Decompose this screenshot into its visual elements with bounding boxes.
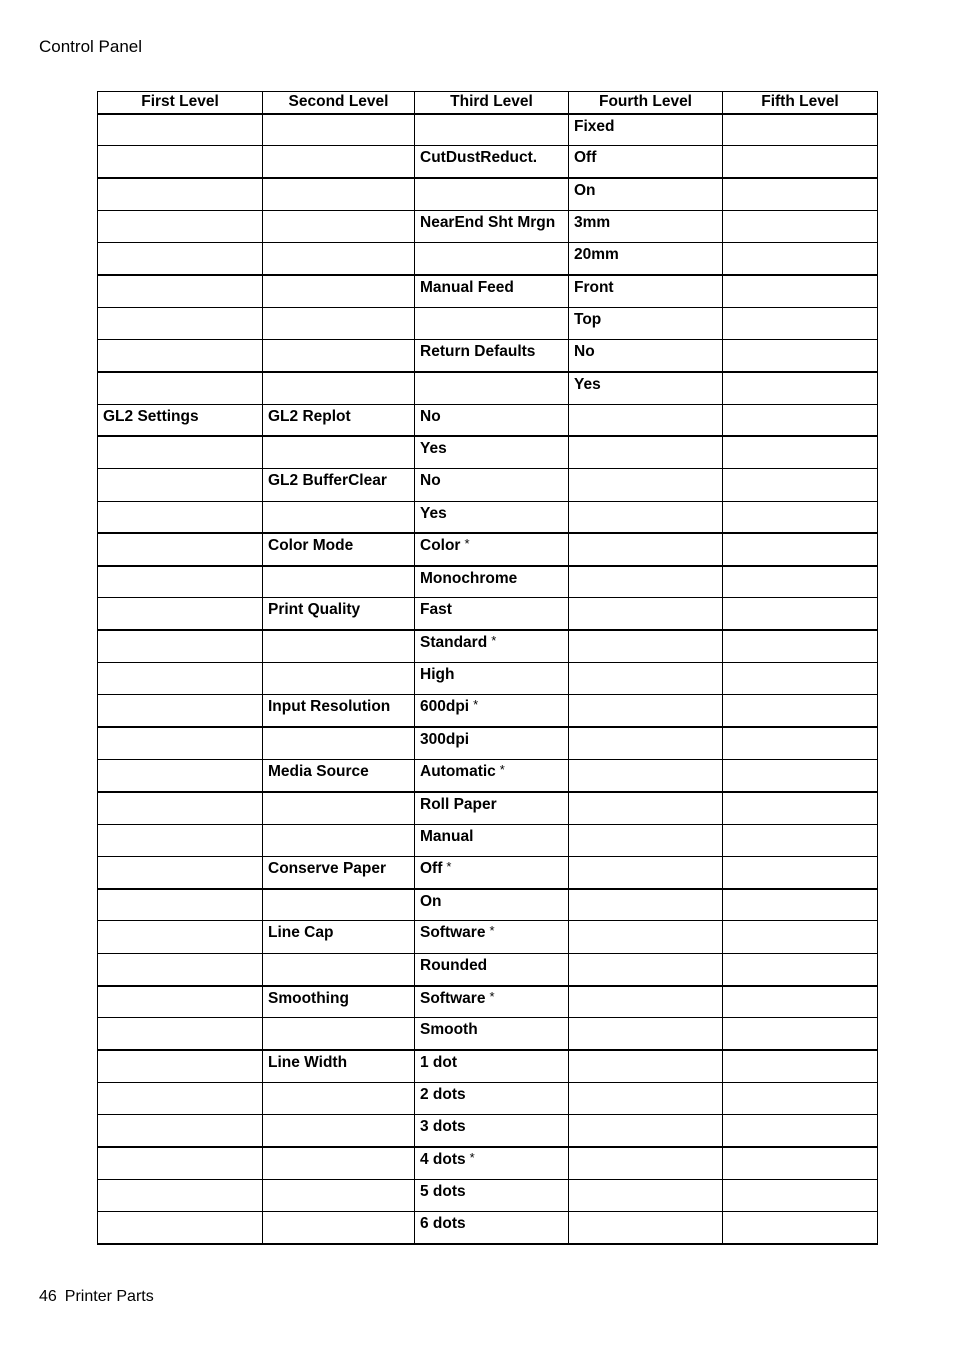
- fourth-level-cell: On: [569, 178, 723, 210]
- first-level-cell: [98, 824, 263, 856]
- fourth-level-cell: [569, 921, 723, 953]
- first-level-cell: [98, 663, 263, 695]
- fourth-level-cell: [569, 469, 723, 501]
- column-header-second-level: Second Level: [263, 92, 415, 114]
- fifth-level-cell: [723, 663, 878, 695]
- second-level-cell: [263, 663, 415, 695]
- fifth-level-cell: [723, 1115, 878, 1147]
- default-marker: *: [464, 536, 470, 552]
- second-level-cell: Color Mode: [263, 533, 415, 565]
- first-level-cell: [98, 759, 263, 791]
- third-level-cell: 5 dots: [415, 1179, 569, 1211]
- third-level-cell: Return Defaults: [415, 340, 569, 372]
- second-level-cell: [263, 566, 415, 598]
- fourth-level-cell: [569, 566, 723, 598]
- fifth-level-cell: [723, 210, 878, 242]
- table-row: [98, 986, 878, 1018]
- first-level-cell: [98, 501, 263, 533]
- first-level-cell: [98, 178, 263, 210]
- fourth-level-cell: [569, 759, 723, 791]
- fifth-level-cell: [723, 501, 878, 533]
- third-level-cell: CutDustReduct.: [415, 146, 569, 178]
- fifth-level-cell: [723, 404, 878, 436]
- third-level-cell: 300dpi: [415, 727, 569, 759]
- fifth-level-cell: [723, 1082, 878, 1114]
- column-header-fourth-level: Fourth Level: [569, 92, 723, 114]
- table-row: [98, 792, 878, 824]
- first-level-cell: [98, 1115, 263, 1147]
- fifth-level-cell: [723, 566, 878, 598]
- table-row: [98, 178, 878, 210]
- fourth-level-cell: [569, 663, 723, 695]
- fifth-level-cell: [723, 243, 878, 275]
- third-level-cell: 3 dots: [415, 1115, 569, 1147]
- first-level-cell: [98, 436, 263, 468]
- first-level-cell: [98, 1018, 263, 1050]
- fifth-level-cell: [723, 630, 878, 662]
- table-row: [98, 404, 878, 436]
- second-level-cell: Conserve Paper: [263, 856, 415, 888]
- fifth-level-cell: [723, 953, 878, 985]
- fifth-level-cell: [723, 1212, 878, 1244]
- first-level-cell: [98, 210, 263, 242]
- second-level-cell: Line Cap: [263, 921, 415, 953]
- table-row: [98, 921, 878, 953]
- first-level-cell: [98, 630, 263, 662]
- fifth-level-cell: [723, 114, 878, 146]
- third-level-cell: On: [415, 889, 569, 921]
- default-marker: *: [489, 988, 495, 1004]
- second-level-cell: [263, 243, 415, 275]
- table-row: [98, 372, 878, 404]
- table-row: [98, 889, 878, 921]
- fifth-level-cell: [723, 856, 878, 888]
- page-header-title: Control Panel: [39, 37, 143, 56]
- fourth-level-cell: [569, 1050, 723, 1082]
- fifth-level-cell: [723, 533, 878, 565]
- first-level-cell: [98, 1179, 263, 1211]
- second-level-cell: GL2 Replot: [263, 404, 415, 436]
- table-row: [98, 695, 878, 727]
- table-row: [98, 533, 878, 565]
- second-level-cell: [263, 1018, 415, 1050]
- third-level-cell: 2 dots: [415, 1082, 569, 1114]
- fifth-level-cell: [723, 372, 878, 404]
- default-marker: *: [499, 761, 505, 777]
- fourth-level-cell: [569, 1147, 723, 1179]
- fifth-level-cell: [723, 1018, 878, 1050]
- table-row: [98, 114, 878, 146]
- footer-section-title: Printer Parts: [64, 1288, 154, 1305]
- table-row: [98, 856, 878, 888]
- default-marker: *: [491, 633, 497, 649]
- third-level-cell: No: [415, 469, 569, 501]
- table-row: [98, 1179, 878, 1211]
- fourth-level-cell: [569, 436, 723, 468]
- default-marker: *: [446, 858, 452, 874]
- table-row: [98, 1082, 878, 1114]
- third-level-cell: [415, 243, 569, 275]
- table-row: [98, 1050, 878, 1082]
- third-level-cell: No: [415, 404, 569, 436]
- fourth-level-cell: [569, 1212, 723, 1244]
- first-level-cell: [98, 243, 263, 275]
- fourth-level-cell: Front: [569, 275, 723, 307]
- second-level-cell: [263, 792, 415, 824]
- first-level-cell: [98, 1050, 263, 1082]
- table-body: [98, 114, 878, 1244]
- second-level-cell: [263, 1147, 415, 1179]
- column-header-first-level: First Level: [98, 92, 263, 114]
- first-level-cell: [98, 307, 263, 339]
- fifth-level-cell: [723, 759, 878, 791]
- third-level-cell: Rounded: [415, 953, 569, 985]
- fourth-level-cell: [569, 1179, 723, 1211]
- table-row: [98, 663, 878, 695]
- first-level-cell: [98, 469, 263, 501]
- fifth-level-cell: [723, 469, 878, 501]
- default-marker: *: [469, 1150, 475, 1165]
- second-level-cell: [263, 824, 415, 856]
- third-level-cell: Manual Feed: [415, 275, 569, 307]
- column-header-fifth-level: Fifth Level: [723, 92, 878, 114]
- first-level-cell: [98, 598, 263, 630]
- fourth-level-cell: Fixed: [569, 114, 723, 146]
- fifth-level-cell: [723, 436, 878, 468]
- first-level-cell: GL2 Settings: [98, 404, 263, 436]
- default-marker: *: [489, 923, 495, 939]
- fourth-level-cell: [569, 856, 723, 888]
- first-level-cell: [98, 566, 263, 598]
- menu-structure-table: [97, 91, 878, 1245]
- table-row: [98, 598, 878, 630]
- fifth-level-cell: [723, 695, 878, 727]
- second-level-cell: [263, 275, 415, 307]
- fifth-level-cell: [723, 340, 878, 372]
- table-row: [98, 243, 878, 275]
- third-level-cell: [415, 178, 569, 210]
- first-level-cell: [98, 889, 263, 921]
- table-row: [98, 759, 878, 791]
- third-level-cell: Smooth: [415, 1018, 569, 1050]
- second-level-cell: [263, 501, 415, 533]
- third-level-cell: Yes: [415, 501, 569, 533]
- third-level-cell: Color *: [415, 533, 569, 565]
- third-level-cell: Fast: [415, 598, 569, 630]
- fifth-level-cell: [723, 1179, 878, 1211]
- first-level-cell: [98, 275, 263, 307]
- table-row: [98, 566, 878, 598]
- fourth-level-cell: [569, 695, 723, 727]
- fifth-level-cell: [723, 146, 878, 178]
- table-row: [98, 630, 878, 662]
- table-row: [98, 340, 878, 372]
- fourth-level-cell: [569, 792, 723, 824]
- table-row: [98, 1018, 878, 1050]
- third-level-cell: Manual: [415, 824, 569, 856]
- table-row: [98, 824, 878, 856]
- fourth-level-cell: [569, 953, 723, 985]
- table-row: [98, 953, 878, 985]
- first-level-cell: [98, 1082, 263, 1114]
- page-footer: [39, 1287, 154, 1307]
- second-level-cell: [263, 630, 415, 662]
- third-level-cell: [415, 307, 569, 339]
- fourth-level-cell: [569, 533, 723, 565]
- second-level-cell: [263, 210, 415, 242]
- second-level-cell: Media Source: [263, 759, 415, 791]
- first-level-cell: [98, 986, 263, 1018]
- table-row: [98, 1212, 878, 1244]
- table-row: [98, 210, 878, 242]
- table-row: [98, 727, 878, 759]
- third-level-cell: Software *: [415, 921, 569, 953]
- second-level-cell: Smoothing: [263, 986, 415, 1018]
- fourth-level-cell: [569, 986, 723, 1018]
- fifth-level-cell: [723, 598, 878, 630]
- third-level-cell: Standard *: [415, 630, 569, 662]
- fifth-level-cell: [723, 1147, 878, 1179]
- fifth-level-cell: [723, 727, 878, 759]
- third-level-cell: 1 dot: [415, 1050, 569, 1082]
- fourth-level-cell: Yes: [569, 372, 723, 404]
- second-level-cell: GL2 BufferClear: [263, 469, 415, 501]
- fourth-level-cell: Off: [569, 146, 723, 178]
- first-level-cell: [98, 1147, 263, 1179]
- fourth-level-cell: No: [569, 340, 723, 372]
- third-level-cell: [415, 114, 569, 146]
- fourth-level-cell: [569, 889, 723, 921]
- table-row: [98, 1115, 878, 1147]
- first-level-cell: [98, 856, 263, 888]
- fourth-level-cell: [569, 727, 723, 759]
- fourth-level-cell: [569, 824, 723, 856]
- first-level-cell: [98, 114, 263, 146]
- third-level-cell: Software *: [415, 986, 569, 1018]
- second-level-cell: [263, 340, 415, 372]
- first-level-cell: [98, 1212, 263, 1244]
- column-header-third-level: Third Level: [415, 92, 569, 114]
- second-level-cell: [263, 889, 415, 921]
- fourth-level-cell: [569, 598, 723, 630]
- fourth-level-cell: Top: [569, 307, 723, 339]
- table-row: [98, 436, 878, 468]
- fifth-level-cell: [723, 307, 878, 339]
- second-level-cell: [263, 953, 415, 985]
- fifth-level-cell: [723, 1050, 878, 1082]
- first-level-cell: [98, 792, 263, 824]
- second-level-cell: Line Width: [263, 1050, 415, 1082]
- first-level-cell: [98, 727, 263, 759]
- second-level-cell: [263, 1179, 415, 1211]
- table-row: [98, 275, 878, 307]
- page-number: 46: [39, 1288, 57, 1305]
- third-level-cell: Roll Paper: [415, 792, 569, 824]
- table-row: [98, 501, 878, 533]
- fourth-level-cell: 3mm: [569, 210, 723, 242]
- first-level-cell: [98, 695, 263, 727]
- second-level-cell: Input Resolution: [263, 695, 415, 727]
- second-level-cell: [263, 727, 415, 759]
- third-level-cell: 6 dots: [415, 1212, 569, 1244]
- third-level-cell: High: [415, 663, 569, 695]
- fourth-level-cell: [569, 501, 723, 533]
- fifth-level-cell: [723, 921, 878, 953]
- second-level-cell: [263, 1212, 415, 1244]
- fourth-level-cell: [569, 404, 723, 436]
- fourth-level-cell: 20mm: [569, 243, 723, 275]
- second-level-cell: [263, 1115, 415, 1147]
- fifth-level-cell: [723, 824, 878, 856]
- table-row: [98, 307, 878, 339]
- first-level-cell: [98, 146, 263, 178]
- third-level-cell: NearEnd Sht Mrgn: [415, 210, 569, 242]
- fourth-level-cell: [569, 1018, 723, 1050]
- table-row: [98, 1147, 878, 1179]
- second-level-cell: [263, 372, 415, 404]
- third-level-cell: Monochrome: [415, 566, 569, 598]
- fifth-level-cell: [723, 178, 878, 210]
- second-level-cell: [263, 1082, 415, 1114]
- table-header-row: [98, 92, 878, 114]
- first-level-cell: [98, 921, 263, 953]
- third-level-cell: 600dpi *: [415, 695, 569, 727]
- second-level-cell: [263, 436, 415, 468]
- second-level-cell: [263, 114, 415, 146]
- third-level-cell: [415, 372, 569, 404]
- table-row: [98, 469, 878, 501]
- third-level-cell: Off *: [415, 856, 569, 888]
- fifth-level-cell: [723, 986, 878, 1018]
- table-row: [98, 146, 878, 178]
- second-level-cell: [263, 178, 415, 210]
- third-level-cell: 4 dots *: [415, 1147, 569, 1179]
- third-level-cell: Automatic *: [415, 759, 569, 791]
- fifth-level-cell: [723, 275, 878, 307]
- fifth-level-cell: [723, 792, 878, 824]
- third-level-cell: Yes: [415, 436, 569, 468]
- second-level-cell: [263, 146, 415, 178]
- first-level-cell: [98, 953, 263, 985]
- fourth-level-cell: [569, 1115, 723, 1147]
- first-level-cell: [98, 533, 263, 565]
- first-level-cell: [98, 372, 263, 404]
- fourth-level-cell: [569, 630, 723, 662]
- default-marker: *: [473, 697, 479, 713]
- second-level-cell: Print Quality: [263, 598, 415, 630]
- fifth-level-cell: [723, 889, 878, 921]
- second-level-cell: [263, 307, 415, 339]
- fourth-level-cell: [569, 1082, 723, 1114]
- first-level-cell: [98, 340, 263, 372]
